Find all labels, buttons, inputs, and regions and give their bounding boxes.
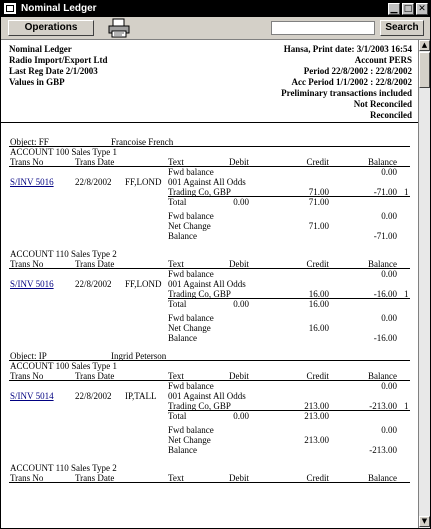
- transaction-objects: FF,LOND: [125, 279, 162, 289]
- object-name: Francoise French: [111, 137, 174, 147]
- net-change-value: 213.00: [304, 435, 329, 445]
- total-row: [1, 411, 418, 421]
- window-menu-icon[interactable]: [4, 3, 16, 14]
- total-row: [1, 299, 418, 309]
- total-label: Total: [168, 411, 187, 421]
- account-title-row: [1, 361, 418, 371]
- transaction-row: [1, 177, 418, 187]
- fwd-balance-row: [1, 167, 418, 177]
- net-change-row: [1, 435, 418, 445]
- object-code: Object: FF: [10, 137, 49, 147]
- col-credit: Credit: [306, 473, 329, 483]
- account-title: ACCOUNT 110 Sales Type 2: [10, 249, 117, 259]
- transaction-balance: -16.00: [373, 289, 397, 299]
- transaction-text-2: Trading Co, GBP: [168, 289, 231, 299]
- report-name: Nominal Ledger: [9, 44, 72, 54]
- last-reg-date: Last Reg Date 2/1/2003: [9, 66, 98, 76]
- object-code: Object: IP: [10, 351, 47, 361]
- transaction-credit: 71.00: [308, 187, 329, 197]
- col-debit: Debit: [229, 259, 249, 269]
- report-header: [1, 40, 418, 123]
- operations-button[interactable]: Operations: [8, 20, 94, 36]
- fwd-balance-row-2: [1, 313, 418, 323]
- col-debit: Debit: [229, 371, 249, 381]
- col-credit: Credit: [306, 371, 329, 381]
- col-balance: Balance: [368, 371, 397, 381]
- transaction-row: [1, 279, 418, 289]
- transaction-balance: -213.00: [369, 401, 397, 411]
- balance-value: -16.00: [373, 333, 397, 343]
- currency-note: Values in GBP: [9, 77, 65, 87]
- col-trans-no: Trans No: [10, 157, 44, 167]
- transaction-text: 001 Against All Odds: [168, 391, 246, 401]
- reconciled-note: Reconciled: [370, 110, 412, 120]
- col-trans-date: Trans Date: [75, 157, 115, 167]
- col-trans-no: Trans No: [10, 473, 44, 483]
- balance-label: Balance: [168, 231, 197, 241]
- fwd-balance-label: Fwd balance: [168, 313, 214, 323]
- col-trans-no: Trans No: [10, 259, 44, 269]
- transaction-balance: -71.00: [373, 187, 397, 197]
- account-title: ACCOUNT 100 Sales Type 1: [10, 361, 118, 371]
- account-title: ACCOUNT 100 Sales Type 1: [10, 147, 118, 157]
- fwd-balance-label: Fwd balance: [168, 211, 214, 221]
- net-change-value: 16.00: [308, 323, 329, 333]
- scroll-down-button[interactable]: ▼: [419, 516, 430, 527]
- transaction-link[interactable]: S/INV 5014: [10, 391, 54, 401]
- window-title: Nominal Ledger: [21, 3, 97, 14]
- account-title: ACCOUNT 110 Sales Type 2: [10, 463, 117, 473]
- col-text: Text: [168, 157, 184, 167]
- fwd-balance-label: Fwd balance: [168, 381, 214, 391]
- total-credit: 213.00: [304, 411, 329, 421]
- fwd-balance-label: Fwd balance: [168, 269, 214, 279]
- total-credit: 71.00: [308, 197, 329, 207]
- transaction-flag: 1: [404, 289, 409, 299]
- fwd-balance-row: [1, 381, 418, 391]
- total-debit: 0.00: [233, 299, 249, 309]
- transaction-date: 22/8/2002: [75, 391, 112, 401]
- balance-label: Balance: [168, 445, 197, 455]
- transaction-objects: FF,LOND: [125, 177, 162, 187]
- net-change-row: [1, 221, 418, 231]
- report-body: [1, 123, 418, 528]
- column-header-divider: [9, 482, 410, 483]
- maximize-button[interactable]: □: [403, 4, 413, 14]
- object-name: Ingrid Peterson: [111, 351, 167, 361]
- company-name: Radio Import/Export Ltd: [9, 55, 108, 65]
- fwd-balance-row-2: [1, 211, 418, 221]
- col-trans-date: Trans Date: [75, 473, 115, 483]
- fwd-balance-value: 0.00: [381, 425, 397, 435]
- fwd-balance-row-2: [1, 425, 418, 435]
- minimize-button[interactable]: ▁: [388, 3, 400, 15]
- transaction-link[interactable]: S/INV 5016: [10, 279, 54, 289]
- col-trans-date: Trans Date: [75, 259, 115, 269]
- col-balance: Balance: [368, 473, 397, 483]
- net-change-label: Net Change: [168, 435, 211, 445]
- account-title-row: [1, 249, 418, 259]
- print-date: Hansa, Print date: 3/1/2003 16:54: [283, 44, 412, 54]
- transaction-objects: IP,TALL: [125, 391, 157, 401]
- total-debit: 0.00: [233, 197, 249, 207]
- acc-period: Acc Period 1/1/2002 : 22/8/2002: [291, 77, 412, 87]
- transaction-text-2: Trading Co, GBP: [168, 187, 231, 197]
- transaction-text-2: Trading Co, GBP: [168, 401, 231, 411]
- col-balance: Balance: [368, 259, 397, 269]
- transaction-credit: 16.00: [308, 289, 329, 299]
- preliminary-note: Preliminary transactions included: [281, 88, 412, 98]
- account-title-row: [1, 147, 418, 157]
- fwd-balance-value: 0.00: [381, 381, 397, 391]
- col-text: Text: [168, 473, 184, 483]
- transaction-credit: 213.00: [304, 401, 329, 411]
- transaction-date: 22/8/2002: [75, 177, 112, 187]
- balance-row: [1, 333, 418, 343]
- net-change-value: 71.00: [308, 221, 329, 231]
- transaction-text: 001 Against All Odds: [168, 177, 246, 187]
- net-change-label: Net Change: [168, 221, 211, 231]
- balance-value: -71.00: [373, 231, 397, 241]
- total-credit: 16.00: [308, 299, 329, 309]
- col-credit: Credit: [306, 259, 329, 269]
- col-debit: Debit: [229, 157, 249, 167]
- col-trans-date: Trans Date: [75, 371, 115, 381]
- fwd-balance-value: 0.00: [381, 313, 397, 323]
- transaction-row: [1, 391, 418, 401]
- vertical-scrollbar[interactable]: [418, 40, 430, 528]
- transaction-date: 22/8/2002: [75, 279, 112, 289]
- net-change-label: Net Change: [168, 323, 211, 333]
- col-trans-no: Trans No: [10, 371, 44, 381]
- balance-label: Balance: [168, 333, 197, 343]
- col-credit: Credit: [306, 157, 329, 167]
- fwd-balance-label: Fwd balance: [168, 425, 214, 435]
- transaction-text: 001 Against All Odds: [168, 279, 246, 289]
- fwd-balance-row: [1, 269, 418, 279]
- col-text: Text: [168, 371, 184, 381]
- close-button[interactable]: ✕: [416, 3, 428, 15]
- printer-icon[interactable]: [107, 18, 131, 38]
- scroll-up-button[interactable]: ▲: [419, 40, 430, 51]
- balance-row: [1, 231, 418, 241]
- account-filter: Account PERS: [354, 55, 412, 65]
- fwd-balance-label: Fwd balance: [168, 167, 214, 177]
- not-reconciled-note: Not Reconciled: [353, 99, 412, 109]
- col-debit: Debit: [229, 473, 249, 483]
- account-title-row: [1, 463, 418, 473]
- fwd-balance-value: 0.00: [381, 167, 397, 177]
- col-balance: Balance: [368, 157, 397, 167]
- balance-row: [1, 445, 418, 455]
- total-label: Total: [168, 299, 187, 309]
- period: Period 22/8/2002 : 22/8/2002: [303, 66, 412, 76]
- fwd-balance-value: 0.00: [381, 211, 397, 221]
- scroll-thumb[interactable]: [419, 52, 430, 88]
- transaction-link[interactable]: S/INV 5016: [10, 177, 54, 187]
- title-bar[interactable]: [1, 1, 430, 17]
- search-button[interactable]: Search: [380, 20, 424, 36]
- total-row: [1, 197, 418, 207]
- fwd-balance-value: 0.00: [381, 269, 397, 279]
- transaction-flag: 1: [404, 401, 409, 411]
- col-text: Text: [168, 259, 184, 269]
- total-label: Total: [168, 197, 187, 207]
- transaction-flag: 1: [404, 187, 409, 197]
- balance-value: -213.00: [369, 445, 397, 455]
- search-input[interactable]: [271, 21, 375, 35]
- net-change-row: [1, 323, 418, 333]
- total-debit: 0.00: [233, 411, 249, 421]
